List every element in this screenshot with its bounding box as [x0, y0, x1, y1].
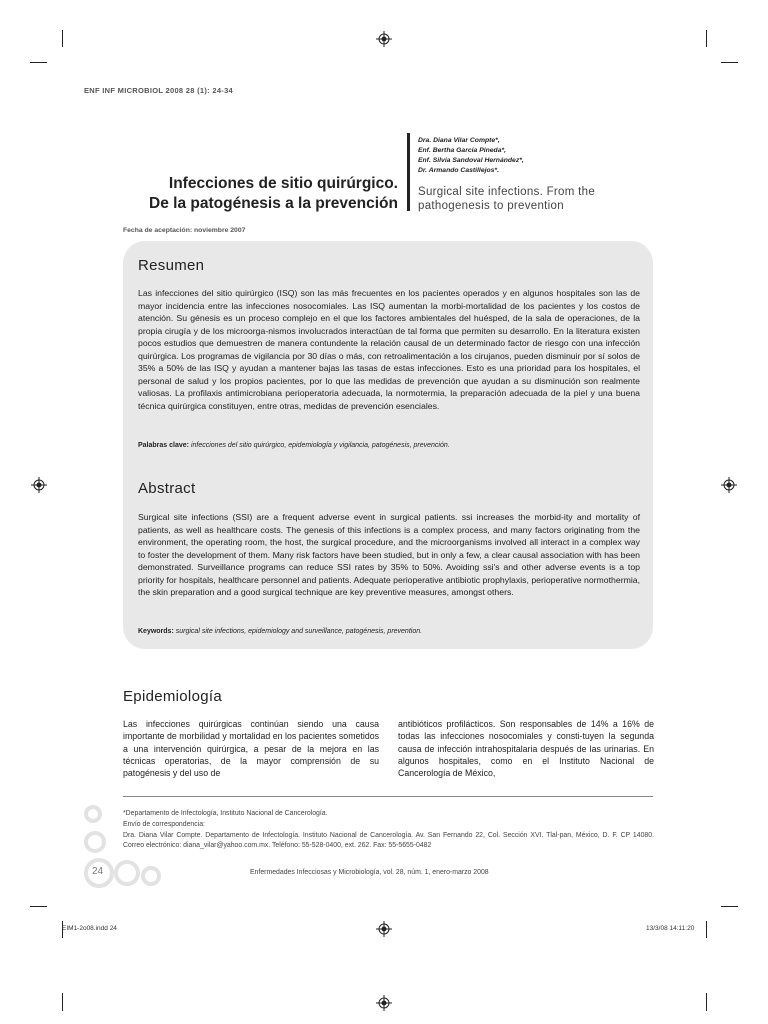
decorative-circle: [84, 831, 106, 853]
article-title-line1: Infecciones de sitio quirúrgico.: [168, 175, 398, 192]
abstract-box: [123, 241, 653, 649]
body-column-right: antibióticos profilácticos. Son responsables de 14% a 16% de todas las infecciones nosocomiales y consti-tuyen la segunda causa de infección intrahospitalaria después de las urinarias. En algunos hospitales, como en el Instituto Nacional de Cancerología de México,: [398, 719, 654, 779]
author-list: [418, 136, 524, 176]
keywords-label: Keywords:: [138, 628, 174, 635]
crop-mark: [721, 906, 738, 907]
keywords-text: surgical site infections, epidemiology and surveillance, patogénesis, prevention.: [175, 628, 423, 635]
footnote-contact: Dra. Diana Vilar Compte. Departamento de Infectología. Instituto Nacional de Cancerología. Av. San Fernando 22, Col. Sección XVI. Tlal-pan, México, D. F. CP 14080. Correo electrónico: diana_vilar@yahoo.com.mx. Teléfono: 55-528-0400, ext. 262. Fax: 55-5655-0482: [123, 831, 654, 850]
crop-mark: [30, 906, 47, 907]
footnote-correspondence-label: Envío de correspondencia:: [123, 820, 205, 828]
crop-mark: [706, 921, 707, 938]
author: Enf. Silvia Sandoval Hernández*,: [418, 157, 524, 164]
registration-mark-icon: [376, 921, 392, 937]
crop-mark: [706, 30, 707, 47]
slug-filename: EIM1-2o08.indd 24: [62, 925, 117, 932]
crop-mark: [62, 993, 63, 1011]
crop-mark: [721, 62, 738, 63]
decorative-circle: [84, 805, 102, 823]
english-title: [418, 185, 595, 213]
slug-datetime: 13/3/08 14:11:20: [646, 925, 695, 932]
crop-mark: [62, 30, 63, 47]
abstract-heading: Abstract: [138, 480, 196, 497]
crop-mark: [30, 62, 47, 63]
keywords-label: Palabras clave:: [138, 442, 189, 449]
author: Dr. Armando Castillejos*.: [418, 167, 499, 174]
epidemiologia-heading: Epidemiología: [123, 688, 222, 705]
footnote: [123, 809, 654, 852]
resumen-text: Las infecciones del sitio quirúrgico (ISQ) son las más frecuentes en los pacientes operados y en algunos hospitales son las de mayor incidencia entre las infecciones nosocomiales. Las ISQ aumentan la morbi-mortalidad de los pacientes y los costos de atención. Su génesis es un proceso complejo en el que los factores ambientales del huésped, de la sala de operaciones, de la propia cirugía y de los microorga-nismos involucrados interactúan de tal forma que permiten su desarrollo. En la literatura existen pocos estudios que demuestren de manera contundente la relación causal de un determinado factor de riesgo con una infección quirúrgica. Los programas de vigilancia por 30 días o más, con retroalimentación a los cirujanos, pueden disminuir por sí solos de 35% a 50% de las ISQ y ayudan a mantener bajas las tasas de estas infecciones. Esto es una prioridad para los hospitales, el personal de salud y los propios pacientes, por lo que las medidas de prevención que ayudan a su disminución son realmente valiosas. La profilaxis antimicrobiana perioperatoria adecuada, la normotermia, la preparación adecuada de la piel y una buena técnica quirúrgica constituyen, entre otras, medidas de prevención esenciales.: [138, 288, 640, 411]
author: Enf. Bertha García Pineda*,: [418, 147, 507, 154]
crop-mark: [706, 993, 707, 1011]
journal-reference: ENF INF MICROBIOL 2008 28 (1): 24-34: [84, 86, 234, 95]
keywords-text: infecciones del sitio quirúrgico, epidemiología y vigilancia, patogénesis, prevención.: [190, 442, 450, 449]
registration-mark-icon: [31, 477, 47, 493]
title-divider: [407, 133, 410, 211]
article-title-line2: De la patogénesis a la prevención: [149, 195, 398, 212]
body-column-left: Las infecciones quirúrgicas continúan siendo una causa importante de morbilidad y mortalidad en los pacientes sometidos a una intervención quirúrgica, a pesar de la mejora en las técnicas operatorias, de la mayor comprensión de su patogénesis y del uso de: [123, 719, 379, 779]
decorative-circle: [141, 866, 161, 886]
registration-mark-icon: [376, 995, 392, 1011]
page-number: 24: [92, 866, 104, 877]
abstract-keywords: [138, 627, 640, 636]
acceptance-date: Fecha de aceptación: noviembre 2007: [123, 227, 246, 234]
article-title: [149, 174, 398, 214]
registration-mark-icon: [376, 31, 392, 47]
author: Dra. Diana Vilar Compte*,: [418, 137, 500, 144]
resumen-heading: Resumen: [138, 257, 205, 274]
decorative-circle: [114, 860, 140, 886]
resumen-keywords: [138, 441, 640, 450]
journal-footer: Enfermedades Infecciosas y Microbiología, vol. 28, núm. 1, enero-marzo 2008: [250, 869, 489, 876]
english-title-line1: Surgical site infections. From the: [418, 186, 596, 198]
footnote-affiliation: *Departamento de Infectología, Instituto Nacional de Cancerología.: [123, 810, 328, 817]
registration-mark-icon: [721, 477, 737, 493]
footnote-divider: [123, 796, 653, 797]
abstract-text: Surgical site infections (SSI) are a frequent adverse event in surgical patients. ssi increases the morbid-ity and mortality of patients, as well as healthcare costs. The genesis of this infections is a complex process, and many factors originating from the environment, the operating room, the host, the surgical procedure, and the microorganisms involved all interact in a complex way to foster the development of them. Many risk factors have been studied, but in only a few, a clear causal association with has been demonstrated. Surveillance programs can reduce SSI rates by 35% to 50%. Avoiding ssi's and other adverse events is a top priority for hospitals, healthcare personnel and patients. Adequate perioperative antibiotic prophylaxis, perioperative normothermia, the skin preparation and a good surgical technique are key preventive measures, amongst others.: [138, 512, 640, 597]
english-title-line2: pathogenesis to prevention: [418, 200, 564, 212]
